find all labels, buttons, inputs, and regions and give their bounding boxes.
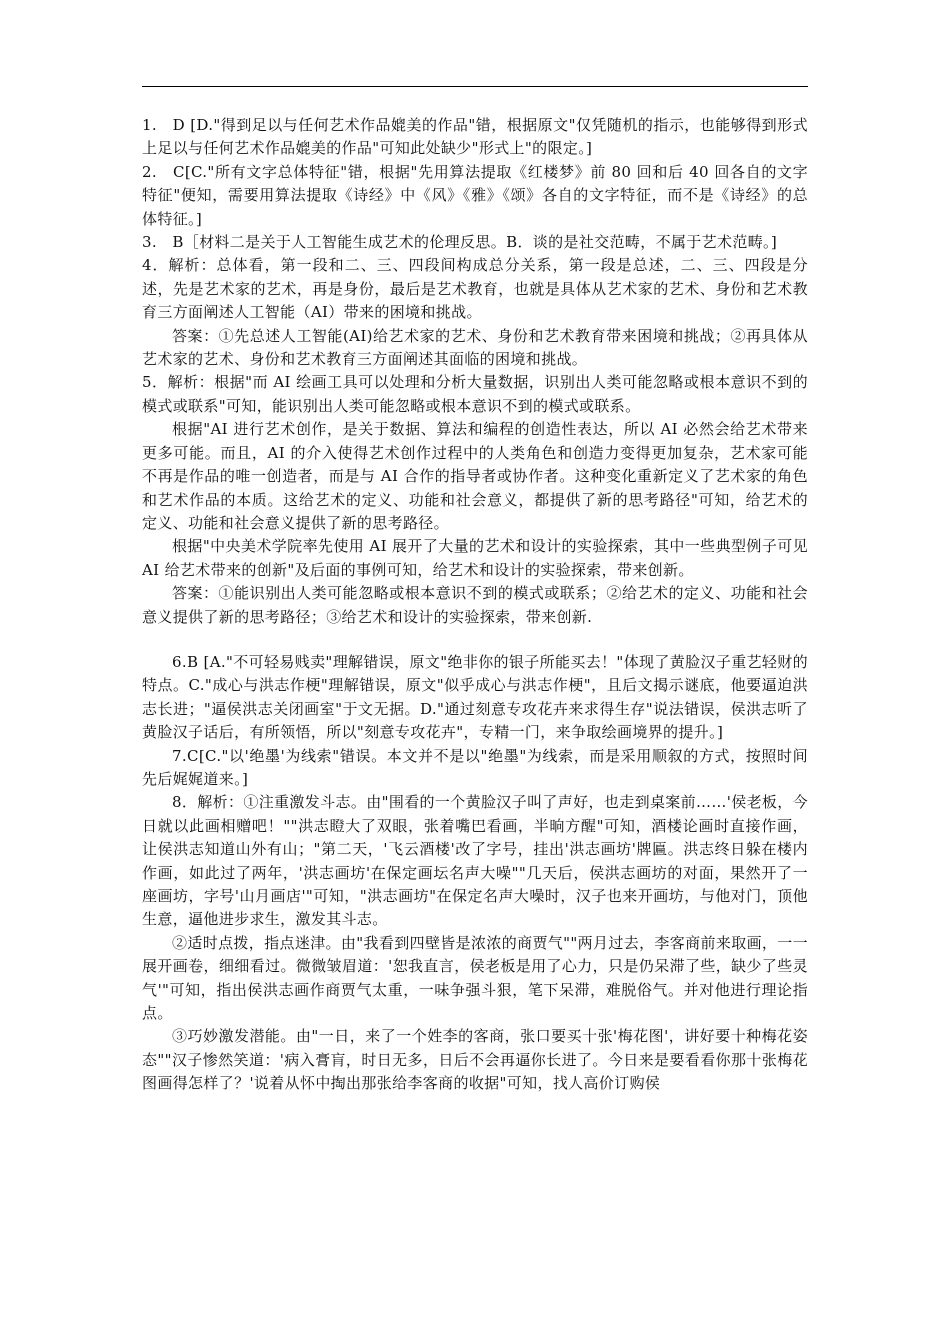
paragraph: 答案：①能识别出人类可能忽略或根本意识不到的模式或联系；②给艺术的定义、功能和社会意义提供了新的思考路径；③给艺术和设计的实验探索，带来创新. (142, 584, 808, 626)
paragraph: 4．解析：总体看，第一段和二、三、四段间构成总分关系，第一段是总述，二、三、四段是分述，先是艺术家的艺术，再是身份，最后是艺术教育，也就是具体从艺术家的艺术、身份和艺术教育三方面阐述人工智能（AI）带来的困境和挑战。 (142, 256, 808, 322)
document-body (142, 114, 808, 1096)
paragraph: ③巧妙激发潜能。由"一日，来了一个姓李的客商，张口要买十张'梅花图'，讲好要十种梅花姿态""汉子惨然笑道：'病入膏肓，时日无多，日后不会再逼你长进了。今日来是要看看你那十张梅花图画得怎样了？'说着从怀中掏出那张给李客商的收据"可知，找人高价订购侯 (142, 1027, 808, 1093)
paragraph: 2. C[C."所有文字总体特征"错，根据"先用算法提取《红楼梦》前 80 回和后 40 回各自的文字特征"便知，需要用算法提取《诗经》中《风》《雅》《颂》各自的文字特征，而不是《诗经》的总体特征。] (142, 162, 808, 228)
paragraph-gap (142, 629, 808, 651)
paragraph: ②适时点拨，指点迷津。由"我看到四壁皆是浓浓的商贾气""两月过去，李客商前来取画，一一展开画卷，细细看过。微微皱眉道：'恕我直言，侯老板是用了心力，只是仍呆滞了些，缺少了些灵气'"可知，指出侯洪志画作商贾气太重，一味争强斗狠，笔下呆滞，难脱俗气。并对他进行理论指点。 (142, 933, 808, 1023)
header-rule (142, 86, 808, 87)
paragraph: 3. B［材料二是关于人工智能生成艺术的伦理反思。B．谈的是社交范畴，不属于艺术范畴。] (142, 233, 778, 252)
paragraph: 6.B [A."不可轻易贱卖"理解错误，原文"绝非你的银子所能买去！"体现了黄脸汉子重艺轻财的特点。C."成心与洪志作梗"理解错误，原文"似乎成心与洪志作梗"，且后文揭示谜底，他要逼迫洪志长进；"逼侯洪志关闭画室"于文无据。D."通过刻意专攻花卉来求得生存"说法错误，侯洪志听了黄脸汉子话后，有所领悟，所以"刻意专攻花卉"，专精一门，来争取绘画境界的提升。] (142, 652, 808, 742)
paragraph: 7.C[C."以'绝墨'为线索"错误。本文并不是以"绝墨"为线索，而是采用顺叙的方式，按照时间先后娓娓道来。] (142, 746, 808, 788)
paragraph: 根据"AI 进行艺术创作，是关于数据、算法和编程的创造性表达，所以 AI 必然会给艺术带来更多可能。而且，AI 的介入使得艺术创作过程中的人类角色和创造力变得更加复杂，艺术家可能不再是作品的唯一创造者，而是与 AI 合作的指导者或协作者。这种变化重新定义了艺术家的角色和艺术作品的本质。这给艺术的定义、功能和社会意义，都提供了新的思考路径"可知，给艺术的定义、功能和社会意义提供了新的思考路径。 (142, 420, 808, 532)
paragraph: 8．解析：①注重激发斗志。由"围看的一个黄脸汉子叫了声好，也走到桌案前……'侯老板，今日就以此画相赠吧！""洪志瞪大了双眼，张着嘴巴看画，半晌方醒"可知，酒楼论画时直接作画，让侯洪志知道山外有山；"第二天，'飞云酒楼'改了字号，挂出'洪志画坊'牌匾。洪志终日躲在楼内作画，如此过了两年，'洪志画坊'在保定画坛名声大噪""几天后，侯洪志画坊的对面，果然开了一座画坊，字号'山月画店'"可知，"洪志画坊"在保定名声大噪时，汉子也来开画坊，与他对门，顶他生意，逼他进步求生，激发其斗志。 (142, 793, 808, 929)
paragraph: 1. D [D."得到足以与任何艺术作品媲美的作品"错，根据原文"仅凭随机的指示，也能够得到形式上足以与任何艺术作品媲美的作品"可知此处缺少"形式上"的限定。] (142, 116, 808, 158)
paragraph: 根据"中央美术学院率先使用 AI 展开了大量的艺术和设计的实验探索，其中一些典型例子可见 AI 给艺术带来的创新"及后面的事例可知，给艺术和设计的实验探索，带来创新。 (142, 537, 808, 579)
paragraph: 5．解析：根据"而 AI 绘画工具可以处理和分析大量数据，识别出人类可能忽略或根本意识不到的模式或联系"可知，能识别出人类可能忽略或根本意识不到的模式或联系。 (142, 373, 808, 415)
paragraph: 答案：①先总述人工智能(AI)给艺术家的艺术、身份和艺术教育带来困境和挑战；②再具体从艺术家的艺术、身份和艺术教育三方面阐述其面临的困境和挑战。 (142, 326, 808, 369)
